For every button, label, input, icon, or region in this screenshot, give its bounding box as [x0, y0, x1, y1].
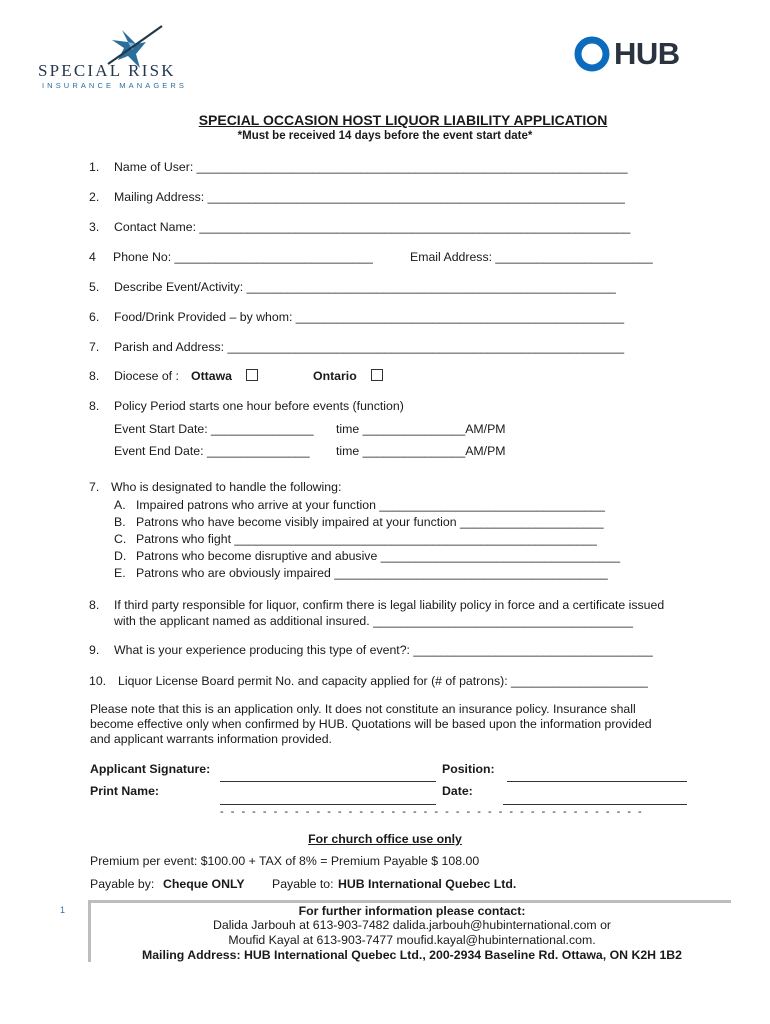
event-end-time-field: time _______________AM/PM: [336, 444, 506, 458]
sub-letter: C.: [114, 532, 127, 546]
print-name-label: Print Name:: [90, 784, 160, 798]
document-title: SPECIAL OCCASION HOST LIQUOR LIABILITY APPLICATION: [198, 112, 608, 128]
footer-mailing-address: Mailing Address: HUB International Quebec Ltd., 200-2934 Baseline Rd. Ottawa, ON K2H 1B2: [141, 948, 683, 962]
note-line: become effective only when confirmed by HUB. Quotations will be based upon the information provided: [90, 717, 652, 731]
item-number: 2.: [89, 190, 100, 204]
sub-letter: E.: [114, 566, 126, 580]
note-line: Please note that this is an application only. It does not constitute an insurance policy. Insurance shall: [90, 702, 636, 716]
diocese-option-ottawa[interactable]: [191, 369, 258, 383]
page-number: 1: [60, 905, 66, 915]
event-end-date-field: Event End Date: _______________: [114, 444, 310, 458]
item-number: 9.: [89, 643, 100, 657]
special-risk-logo: [38, 24, 188, 92]
license-field: Liquor License Board permit No. and capacity applied for (# of patrons): ____________________: [118, 674, 648, 688]
name-of-user-field: Name of User: _______________________________________________________________: [114, 160, 628, 174]
document-subtitle: *Must be received 14 days before the event start date*: [237, 130, 533, 142]
item-number: 6.: [89, 310, 100, 324]
sub-letter: A.: [114, 498, 126, 512]
dashed-separator: - - - - - - - - - - - - - - - - - - - - - - - - - - - - - - - - - - - - - - - -: [220, 806, 644, 818]
item-number: 5.: [89, 280, 100, 294]
policy-period-text: Policy Period starts one hour before events (function): [114, 399, 404, 413]
position-label: Position:: [442, 762, 495, 776]
diocese-label: Diocese of :: [114, 369, 179, 383]
item-number: 3.: [89, 220, 100, 234]
event-start-time-field: time _______________AM/PM: [336, 422, 506, 436]
item-number: 8.: [89, 369, 100, 383]
print-name-line[interactable]: [220, 804, 436, 805]
hub-circle-icon: [574, 36, 610, 72]
date-line[interactable]: [503, 804, 687, 805]
ontario-label: Ontario: [313, 369, 357, 383]
date-label: Date:: [442, 784, 473, 798]
footer-heading: For further information please contact:: [298, 904, 526, 918]
office-use-heading: For church office use only: [308, 832, 462, 846]
footer-top-border: [89, 900, 731, 903]
sub-text: Patrons who are obviously impaired ________________________________________: [136, 566, 608, 580]
item-number: 7.: [89, 480, 100, 494]
footer-contact-line: Moufid Kayal at 613-903-7477 moufid.kayal@hubinternational.com.: [228, 933, 596, 947]
ottawa-checkbox[interactable]: [246, 369, 258, 381]
payable-to-value: HUB International Quebec Ltd.: [338, 877, 517, 891]
premium-text: Premium per event: $100.00 + TAX of 8% = Premium Payable $ 108.00: [90, 854, 480, 868]
food-drink-field: Food/Drink Provided – by whom: ________________________________________________: [114, 310, 625, 324]
mailing-address-field: Mailing Address: _____________________________________________________________: [114, 190, 625, 204]
payable-by-label: Payable by:: [90, 877, 155, 891]
sub-text: Patrons who become disruptive and abusive ___________________________________: [136, 549, 621, 563]
experience-field: What is your experience producing this type of event?: ___________________________________: [114, 643, 653, 657]
sub-text: Patrons who fight _____________________________________________________: [136, 532, 597, 546]
applicant-signature-label: Applicant Signature:: [90, 762, 211, 776]
contact-name-field: Contact Name: _______________________________________________________________: [114, 220, 631, 234]
item-number: 8.: [89, 399, 100, 413]
event-start-date-field: Event Start Date: _______________: [114, 422, 314, 436]
sub-letter: D.: [114, 549, 127, 563]
note-line: and applicant warrants information provided.: [90, 732, 332, 746]
applicant-signature-line[interactable]: [220, 781, 436, 782]
sub-text: Patrons who have become visibly impaired at your function _____________________: [136, 515, 604, 529]
item-number: 4: [89, 250, 96, 264]
special-risk-wordmark: SPECIAL RISK: [38, 61, 176, 80]
diocese-option-ontario[interactable]: [313, 369, 383, 383]
footer-contact-line: Dalida Jarbouh at 613-903-7482 dalida.jarbouh@hubinternational.com or: [212, 918, 612, 932]
email-field: Email Address: _______________________: [410, 250, 653, 264]
special-risk-tagline: INSURANCE MANAGERS: [42, 81, 187, 90]
hub-logo: [574, 36, 698, 72]
payable-to-label: Payable to:: [272, 877, 334, 891]
describe-event-field: Describe Event/Activity: ______________________________________________________: [114, 280, 616, 294]
ottawa-label: Ottawa: [191, 369, 232, 383]
hub-wordmark: HUB: [614, 36, 680, 71]
payable-by-value: Cheque ONLY: [163, 877, 245, 891]
footer-left-border: [88, 900, 91, 962]
position-line[interactable]: [507, 781, 687, 782]
designated-question: Who is designated to handle the following:: [111, 480, 342, 494]
item-number: 7.: [89, 340, 100, 354]
parish-address-field: Parish and Address: __________________________________________________________: [114, 340, 625, 354]
item-number: 8.: [89, 598, 100, 612]
third-party-line-2: with the applicant named as additional insured. ______________________________________: [114, 614, 633, 628]
phone-field: Phone No: _____________________________: [113, 250, 373, 264]
ontario-checkbox[interactable]: [371, 369, 383, 381]
item-number: 10.: [89, 674, 107, 688]
item-number: 1.: [89, 160, 100, 174]
sub-text: Impaired patrons who arrive at your function _________________________________: [136, 498, 606, 512]
sub-letter: B.: [114, 515, 126, 529]
third-party-line-1: If third party responsible for liquor, confirm there is legal liability policy in force and a certificate issued: [114, 598, 665, 612]
